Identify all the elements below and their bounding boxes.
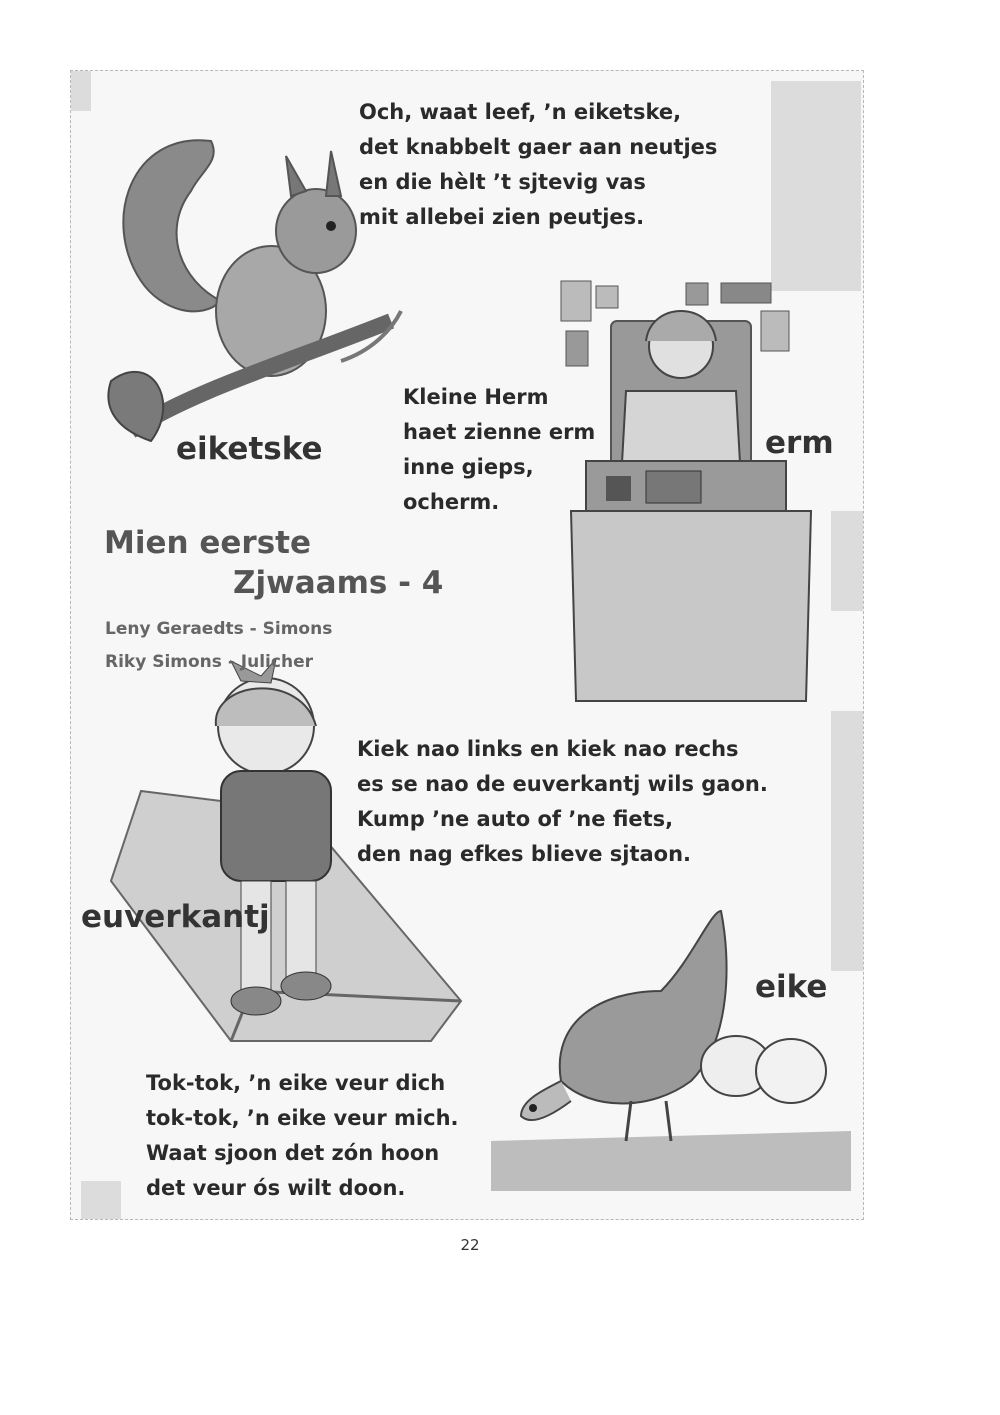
title-line-1: Mien eerste: [104, 525, 311, 561]
poem-line: ocherm.: [403, 490, 500, 514]
poem-line: det veur ós wilt doon.: [146, 1176, 406, 1200]
poem-line: Kleine Herm: [403, 385, 549, 409]
poem-line: Och, waat leef, ’n eiketske,: [359, 100, 682, 124]
author-credit: Leny Geraedts - Simons: [105, 619, 333, 639]
poem-herm: [403, 380, 595, 520]
poem-line: haet zienne erm: [403, 420, 596, 444]
poem-line: den nag efkes blieve sjtaon.: [357, 842, 692, 866]
title-line-2: Zjwaams - 4: [233, 565, 444, 601]
poem-line: det knabbelt gaer aan neutjes: [359, 135, 718, 159]
squirrel-illustration: [91, 101, 401, 461]
poem-line: Waat sjoon det zón hoon: [146, 1141, 440, 1165]
page-number: 22: [460, 1236, 480, 1254]
illustrator-credit: Riky Simons - Julicher: [105, 652, 313, 672]
poem-line: inne gieps,: [403, 455, 534, 479]
background-block: [71, 71, 91, 111]
label-egg: eike: [755, 969, 828, 1005]
label-squirrel: eiketske: [176, 431, 323, 467]
label-crossing: euverkantj: [81, 899, 270, 935]
hen-illustration: [491, 901, 861, 1201]
poem-crossing: [357, 732, 768, 872]
poem-line: Tok-tok, ’n eike veur dich: [146, 1071, 446, 1095]
page-frame: [70, 70, 864, 1220]
label-arm: erm: [765, 425, 834, 461]
poem-squirrel: [359, 95, 717, 235]
background-block: [81, 1181, 121, 1219]
poem-line: mit allebei zien peutjes.: [359, 205, 645, 229]
poem-line: Kiek nao links en kiek nao rechs: [357, 737, 739, 761]
poem-line: es se nao de euverkantj wils gaon.: [357, 772, 768, 796]
background-block: [771, 81, 861, 291]
poem-line: en die hèlt ’t sjtevig vas: [359, 170, 646, 194]
poem-line: Kump ’ne auto of ’ne fiets,: [357, 807, 674, 831]
boy-in-bed-illustration: [551, 271, 851, 691]
poem-line: tok-tok, ’n eike veur mich.: [146, 1106, 459, 1130]
poem-chicken: [146, 1066, 459, 1206]
